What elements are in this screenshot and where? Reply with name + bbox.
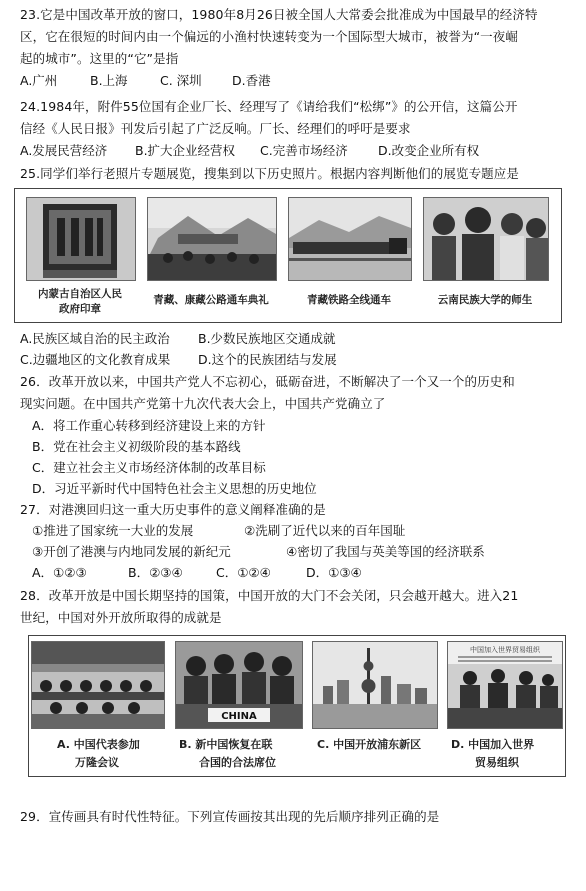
q29-line-1: 29．宣传画具有时代性特征。下列宣传画按其出现的先后顺序排列正确的是 — [20, 809, 440, 824]
q25-photo-ceremony — [147, 197, 277, 281]
q25-caption-2: 青藏、康藏公路通车典礼 — [153, 294, 269, 306]
wto-image — [448, 642, 562, 728]
q27-item-3: ③开创了港澳与内地同发展的新纪元 — [32, 544, 231, 559]
q26-option-c[interactable]: C．建立社会主义市场经济体制的改革目标 — [32, 460, 266, 475]
q27-option-c[interactable]: C．①②④ — [216, 565, 271, 580]
q28-caption-d1[interactable]: D. 中国加入世界 — [451, 738, 535, 751]
q24-option-c[interactable]: C.完善市场经济 — [260, 143, 348, 158]
railway-image — [289, 198, 411, 280]
q27-line-1: 27．对港澳回归这一重大历史事件的意义阐释准确的是 — [20, 502, 326, 517]
students-image — [424, 198, 548, 280]
q25-caption-3: 青藏铁路全线通车 — [307, 294, 391, 306]
q23-option-c[interactable]: C. 深圳 — [160, 73, 202, 88]
q27-option-d[interactable]: D．①③④ — [306, 565, 362, 580]
q27-item-4: ④密切了我国与英美等国的经济联系 — [286, 544, 485, 559]
q28-line-1: 28．改革开放是中国长期坚持的国策，中国开放的大门不会关闭，只会越开越大。进入21 — [20, 588, 519, 603]
q28-photo-un — [175, 641, 303, 729]
q27-item-1: ①推进了国家统一大业的发展 — [32, 523, 194, 538]
q24-option-d[interactable]: D.改变企业所有权 — [378, 143, 480, 158]
q26-option-b[interactable]: B．党在社会主义初级阶段的基本路线 — [32, 439, 241, 454]
q25-option-a[interactable]: A.民族区域自治的民主政治 — [20, 331, 170, 346]
q25-caption-1b: 政府印章 — [59, 303, 101, 315]
q25-caption-4: 云南民族大学的师生 — [437, 294, 533, 306]
q23-option-b[interactable]: B.上海 — [90, 73, 128, 88]
q23-option-a[interactable]: A.广州 — [20, 73, 58, 88]
q24-line-1: 24.1984年，附件55位国有企业厂长、经理写了《请给我们“松绑”》的公开信，这篇公开 — [20, 99, 518, 114]
q28-caption-a2: 万隆会议 — [75, 756, 119, 769]
q23-line-3: 起的城市”。这里的“它”是指 — [20, 51, 179, 66]
q28-photo-strip — [28, 635, 566, 777]
q23-line-1: 23.它是中国改革开放的窗口，1980年8月26日被全国人大常委会批准成为中国最早的经济特 — [20, 7, 538, 22]
q25-option-d[interactable]: D.这个的民族团结与发展 — [198, 352, 337, 367]
q28-photo-wto — [447, 641, 563, 729]
q28-line-2: 世纪，中国对外开放所取得的成就是 — [20, 610, 222, 625]
ceremony-image — [148, 198, 276, 280]
q25-photo-students — [423, 197, 549, 281]
q28-caption-b2: 合国的合法席位 — [199, 756, 276, 769]
q24-line-2: 信经《人民日报》刊发后引起了广泛反响。厂长、经理们的呼吁是要求 — [20, 121, 411, 136]
q25-photo-strip — [14, 188, 562, 323]
q26-option-d[interactable]: D．习近平新时代中国特色社会主义思想的历史地位 — [32, 481, 317, 496]
wto-banner-text: 中国加入世界贸易组织 — [470, 646, 540, 654]
pudong-image — [313, 642, 437, 728]
q28-caption-a1[interactable]: A. 中国代表参加 — [57, 738, 140, 751]
q28-caption-d2: 贸易组织 — [475, 756, 519, 769]
q28-caption-c[interactable]: C. 中国开放浦东新区 — [317, 738, 422, 751]
q25-option-c[interactable]: C.边疆地区的文化教育成果 — [20, 352, 171, 367]
q24-option-a[interactable]: A.发展民营经济 — [20, 143, 108, 158]
q25-photo-seal — [26, 197, 136, 281]
q25-option-b[interactable]: B.少数民族地区交通成就 — [198, 331, 336, 346]
q27-item-2: ②洗刷了近代以来的百年国耻 — [244, 523, 406, 538]
q23-option-d[interactable]: D.香港 — [232, 73, 271, 88]
q25-caption-1a: 内蒙古自治区人民 — [38, 288, 122, 300]
q26-option-a[interactable]: A．将工作重心转移到经济建设上来的方针 — [32, 418, 266, 433]
q25-line-1: 25.同学们举行老照片专题展览，搜集到以下历史照片。根据内容判断他们的展览专题应是 — [20, 166, 519, 181]
q27-option-a[interactable]: A．①②③ — [32, 565, 87, 580]
q27-option-b[interactable]: B．②③④ — [128, 565, 183, 580]
q28-photo-bandung — [31, 641, 165, 729]
q25-photo-railway — [288, 197, 412, 281]
q23-line-2: 区，它在很短的时间内由一个偏远的小渔村快速转变为一个国际型大城市，被誉为“一夜崛 — [20, 29, 518, 44]
seal-image — [27, 198, 135, 280]
bandung-image — [32, 642, 164, 728]
q26-line-1: 26．改革开放以来，中国共产党人不忘初心，砥砺奋进，不断解决了一个又一个的历史和 — [20, 374, 515, 389]
q24-option-b[interactable]: B.扩大企业经营权 — [135, 143, 236, 158]
q28-photo-pudong — [312, 641, 438, 729]
q26-line-2: 现实问题。在中国共产党第十九次代表大会上，中国共产党确立了 — [20, 396, 386, 411]
china-sign-text: CHINA — [221, 711, 257, 722]
q28-caption-b1[interactable]: B. 新中国恢复在联 — [179, 738, 273, 751]
un-seat-image — [176, 642, 302, 728]
